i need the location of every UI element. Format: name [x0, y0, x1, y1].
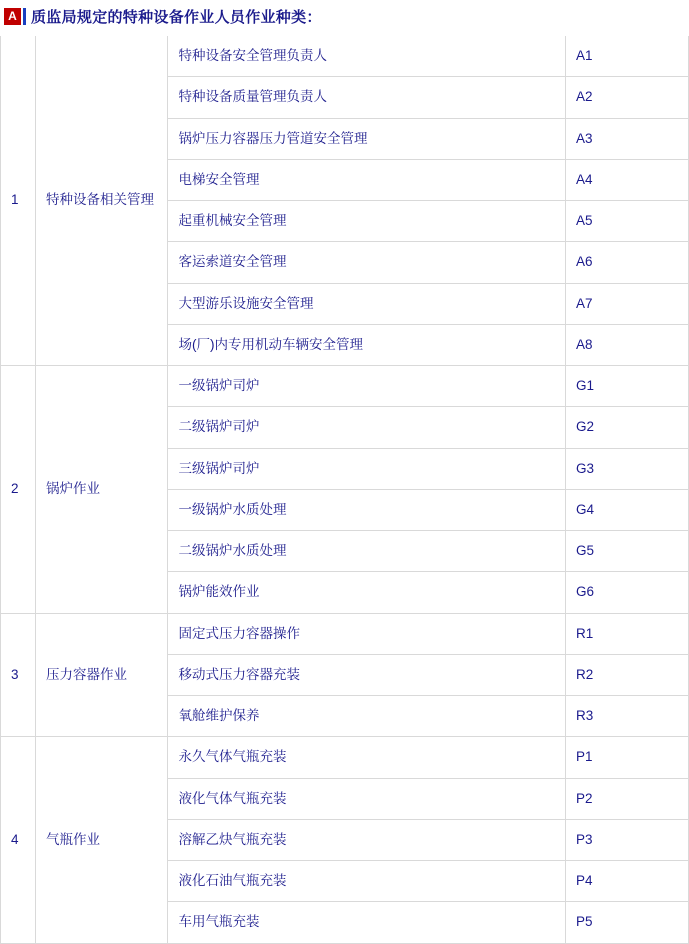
table-row — [1, 36, 689, 77]
occupation-code-cell: A5 — [566, 201, 689, 242]
occupation-name-cell: 二级锅炉司炉 — [168, 407, 566, 448]
occupation-name-cell: 液化石油气瓶充装 — [168, 861, 566, 902]
occupation-code-cell: G6 — [566, 572, 689, 613]
occupation-name-cell: 锅炉压力容器压力管道安全管理 — [168, 118, 566, 159]
group-index-cell: 2 — [1, 366, 36, 614]
occupation-name-cell: 大型游乐设施安全管理 — [168, 283, 566, 324]
occupation-code-cell: G1 — [566, 366, 689, 407]
occupation-code-cell: R3 — [566, 696, 689, 737]
occupation-name-cell: 一级锅炉司炉 — [168, 366, 566, 407]
group-index-cell: 3 — [1, 613, 36, 737]
occupation-code-cell: G2 — [566, 407, 689, 448]
occupation-name-cell: 三级锅炉司炉 — [168, 448, 566, 489]
occupation-name-cell: 客运索道安全管理 — [168, 242, 566, 283]
table-row — [1, 366, 689, 407]
occupation-code-cell: P4 — [566, 861, 689, 902]
occupation-code-cell: A2 — [566, 77, 689, 118]
occupation-name-cell: 特种设备质量管理负责人 — [168, 77, 566, 118]
page-title: 质监局规定的特种设备作业人员作业种类： — [31, 9, 322, 26]
occupation-code-cell: P5 — [566, 902, 689, 943]
occupation-code-cell: R2 — [566, 654, 689, 695]
occupation-name-cell: 移动式压力容器充装 — [168, 654, 566, 695]
occupation-category-table — [0, 36, 689, 944]
section-badge-icon: A — [4, 8, 21, 25]
occupation-name-cell: 二级锅炉水质处理 — [168, 531, 566, 572]
header-accent-bar — [23, 8, 26, 25]
group-index-cell: 4 — [1, 737, 36, 943]
occupation-name-cell: 溶解乙炔气瓶充装 — [168, 819, 566, 860]
occupation-code-cell: A3 — [566, 118, 689, 159]
occupation-name-cell: 氧舱维护保养 — [168, 696, 566, 737]
occupation-code-cell: R1 — [566, 613, 689, 654]
occupation-code-cell: A6 — [566, 242, 689, 283]
occupation-code-cell: A4 — [566, 159, 689, 200]
table-body — [1, 36, 689, 943]
occupation-name-cell: 永久气体气瓶充装 — [168, 737, 566, 778]
group-index-cell: 1 — [1, 36, 36, 366]
group-name-cell: 特种设备相关管理 — [35, 36, 168, 366]
occupation-code-cell: G5 — [566, 531, 689, 572]
occupation-code-cell: G4 — [566, 489, 689, 530]
occupation-name-cell: 一级锅炉水质处理 — [168, 489, 566, 530]
occupation-code-cell: P1 — [566, 737, 689, 778]
group-name-cell: 锅炉作业 — [35, 366, 168, 614]
table-row — [1, 613, 689, 654]
occupation-code-cell: A1 — [566, 36, 689, 77]
occupation-name-cell: 场(厂)内专用机动车辆安全管理 — [168, 324, 566, 365]
page-header — [0, 0, 689, 36]
occupation-code-cell: G3 — [566, 448, 689, 489]
occupation-name-cell: 锅炉能效作业 — [168, 572, 566, 613]
group-name-cell: 气瓶作业 — [35, 737, 168, 943]
occupation-code-cell: A8 — [566, 324, 689, 365]
occupation-name-cell: 电梯安全管理 — [168, 159, 566, 200]
occupation-name-cell: 液化气体气瓶充装 — [168, 778, 566, 819]
group-name-cell: 压力容器作业 — [35, 613, 168, 737]
occupation-code-cell: P2 — [566, 778, 689, 819]
occupation-name-cell: 起重机械安全管理 — [168, 201, 566, 242]
occupation-name-cell: 特种设备安全管理负责人 — [168, 36, 566, 77]
occupation-code-cell: A7 — [566, 283, 689, 324]
occupation-name-cell: 车用气瓶充装 — [168, 902, 566, 943]
occupation-code-cell: P3 — [566, 819, 689, 860]
occupation-name-cell: 固定式压力容器操作 — [168, 613, 566, 654]
table-row — [1, 737, 689, 778]
